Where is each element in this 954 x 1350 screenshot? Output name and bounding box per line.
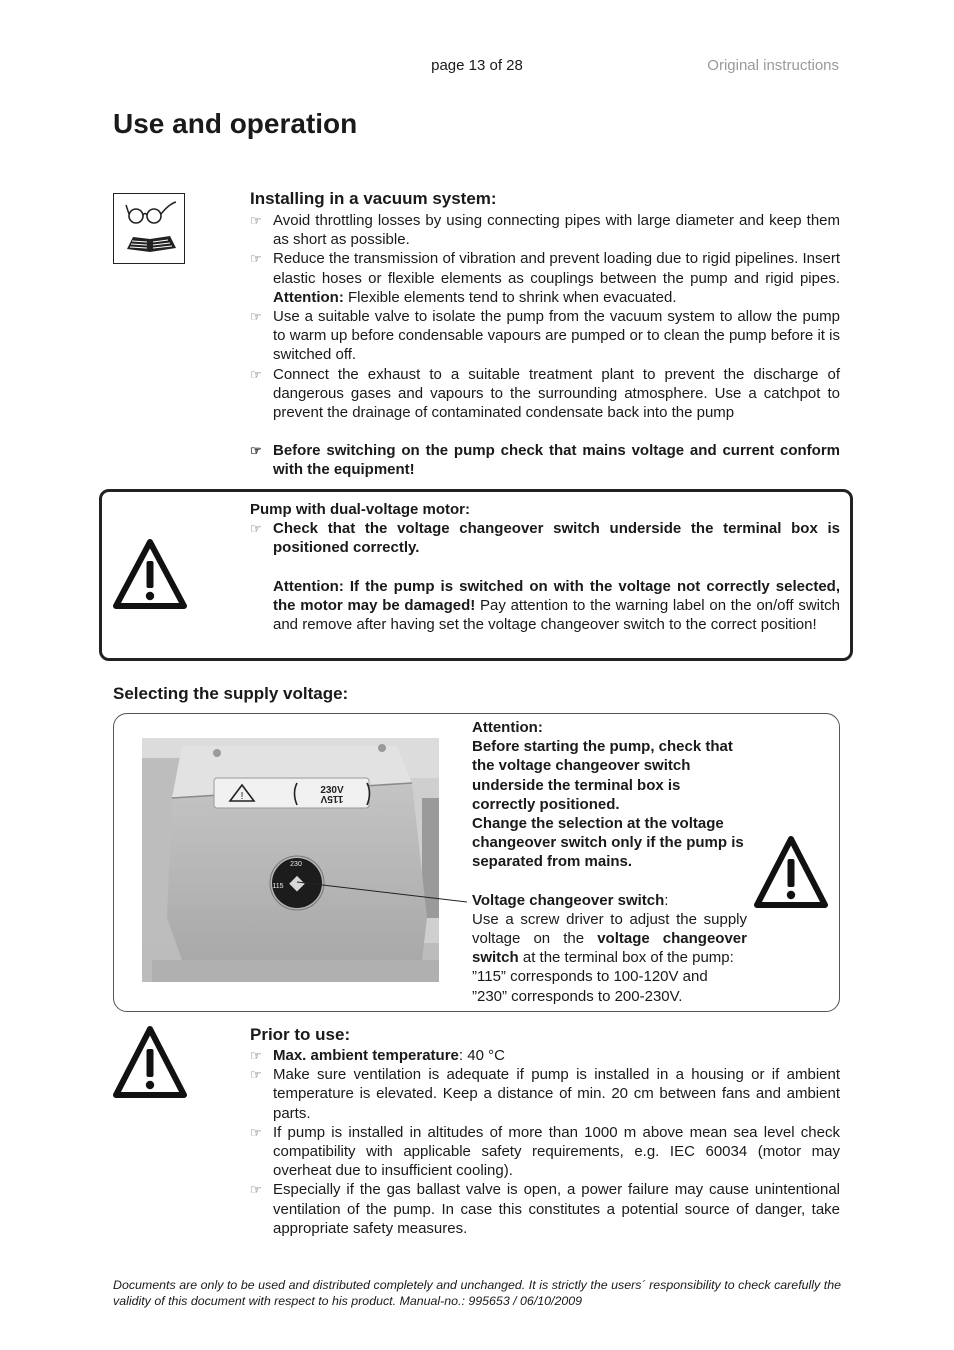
pointing-hand-icon: ☞ (250, 521, 262, 537)
pointing-hand-icon: ☞ (250, 1048, 262, 1063)
pointing-hand-icon: ☞ (250, 1182, 262, 1198)
supply-attention-text: Attention: Before starting the pump, check that the voltage changeover switch underside the terminal box is correctly positioned. Change the selection at the voltage changeover switch only if the pump is separated from mains. Voltage changeover switch: Use a screw driver to adjust the supply voltage on the voltage changeover switch at the terminal box of the pump: ”115” corresponds to 100-120V and ”230” corresponds to 200-230V. (472, 719, 747, 1005)
list-item: ☞ Especially if the gas ballast valve is open, a power failure may cause unintentional ventilation of the pump. In case this constitutes a potential source of danger, take appropriate safety measures. (250, 1181, 840, 1237)
pointing-hand-icon: ☞ (250, 366, 262, 382)
supply-attention-label: Attention: (472, 719, 543, 736)
pointing-hand-icon: ☞ (250, 1124, 262, 1140)
pointing-hand-icon: ☞ (250, 309, 262, 325)
photo-label-115v: 115V (320, 793, 344, 804)
dual-voltage-list (250, 519, 840, 557)
warning-triangle-icon (112, 537, 188, 616)
mains-check-list (250, 441, 840, 479)
installing-heading: Installing in a vacuum system: (250, 189, 497, 208)
prior-to-use-section (250, 1025, 840, 1238)
terminal-box-photo (142, 738, 439, 982)
list-item: ☞ Use a suitable valve to isolate the pump from the vacuum system to allow the pump to warm up before condensable vapours are pumped or to clean the pump before it is switched off. (250, 308, 840, 364)
list-item: ☞ Make sure ventilation is adequate if pump is installed in a housing or if ambient temperature is elevated. Keep a distance of min. 20 cm between fans and ambient parts. (250, 1066, 840, 1122)
pointing-hand-icon: ☞ (250, 1067, 262, 1083)
pointing-hand-icon: ☞ (250, 251, 262, 267)
warning-triangle-icon (112, 1024, 188, 1105)
dual-voltage-heading: Pump with dual-voltage motor: (250, 501, 470, 518)
footer-disclaimer: Documents are only to be used and distributed completely and unchanged. It is strictly the users´ responsibility to check carefully the validity of this document with respect to his product. Manual-no.: 995653 / 06/10/2009 (113, 1278, 841, 1308)
list-item: ☞ Check that the voltage changeover switch underside the terminal box is positioned correctly. (250, 520, 840, 557)
attention-label: Attention: (273, 288, 344, 306)
list-item: ☞ Avoid throttling losses by using connecting pipes with large diameter and keep them as short as possible. (250, 212, 840, 249)
supply-voltage-heading: Selecting the supply voltage: (113, 684, 349, 703)
dial-label-230: 230 (290, 861, 302, 868)
list-item: ☞ Before switching on the pump check that mains voltage and current conform with the equipment! (250, 442, 840, 479)
list-item: ☞ Connect the exhaust to a suitable treatment plant to prevent the discharge of dangerous gases and vapours to the surrounding atmosphere. Use a catchpot to prevent the drainage of contaminated condensate back into the pump (250, 365, 840, 422)
list-item: ☞ Reduce the transmission of vibration and prevent loading due to rigid pipelines. Insert elastic hoses or flexible elements as couplings between the pump and rigid pipes. Attention: Flexible elements tend to shrink when evacuated. (250, 250, 840, 306)
page-title: Use and operation (113, 108, 358, 139)
installing-list (250, 211, 840, 422)
svg-text:!: ! (240, 791, 244, 802)
photo-label-230v: 230V (320, 785, 344, 796)
list-item: ☞ If pump is installed in altitudes of more than 1000 m above mean sea level check compatibility with applicable safety requirements, e.g. IEC 60034 (motor may overheat due to insufficient cooling). (250, 1123, 840, 1180)
header-original-instructions: Original instructions (707, 57, 839, 74)
dial-label-115: 115 (272, 883, 284, 890)
switch-pointer-line (295, 870, 470, 905)
prior-to-use-list (250, 1046, 840, 1238)
installing-section (250, 189, 840, 480)
prior-to-use-heading: Prior to use: (250, 1025, 351, 1044)
read-manual-icon (113, 193, 185, 264)
pointing-hand-icon: ☞ (250, 213, 262, 228)
page-number: page 13 of 28 (431, 57, 523, 74)
switch-description: Voltage changeover switch: Use a screw driver to adjust the supply voltage on the voltage changeover switch at the terminal box of the pump: ”115” corresponds to 100-120V and ”230” corresponds to 200-230V. (472, 891, 747, 1005)
pointing-hand-icon: ☞ (250, 443, 262, 459)
switch-label: Voltage changeover switch (472, 891, 665, 909)
warning-triangle-icon (753, 834, 829, 915)
dual-voltage-attention: Attention: If the pump is switched on with the voltage not correctly selected, the motor may be damaged! Pay attention to the warning label on the on/off switch and remove after having set the voltage changeover switch to the correct position! (273, 577, 840, 634)
list-item: ☞ Max. ambient temperature: 40 °C (250, 1047, 505, 1064)
dual-voltage-section (250, 500, 840, 634)
